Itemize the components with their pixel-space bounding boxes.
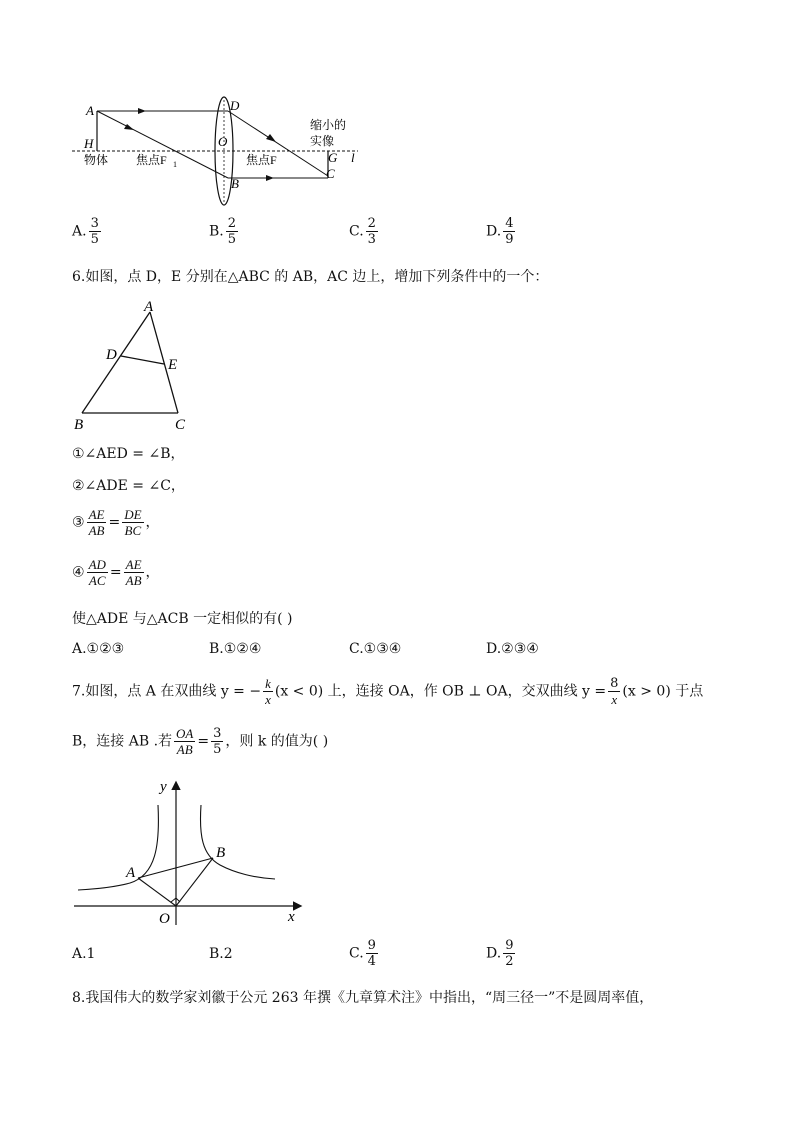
q6-condition-4: ④ $\frac{AD}{AC}$ = $\frac{AE}{AB}$ ， [72,557,160,588]
label-d: D [230,98,240,113]
label-b: B [231,176,239,191]
q5-option-a[interactable] [72,216,103,247]
denominator: 5 [227,232,237,247]
q7-option-a[interactable]: A.1 [72,946,96,962]
cond4-frac-left [87,557,108,588]
ray-ab [97,111,228,178]
q6-stem: 6.如图，点 D，E 分别在△ABC 的 AB，AC 边上，增加下列条件中的一个： [72,269,549,285]
q7-option-c-label: C. [349,945,364,962]
denominator: 3 [367,232,376,247]
numerator: AE [125,557,142,572]
numerator: 3 [213,726,222,741]
ray-dc-arrow [266,134,276,142]
q7-frac-k [263,676,273,707]
q5-option-c-frac [366,216,378,247]
numerator: 8 [610,676,619,691]
numerator: 2 [227,216,237,231]
q6-question: 使△ADE 与△ACB 一定相似的有( ) [72,611,293,627]
denominator: 5 [90,232,99,247]
denominator: AB [176,742,193,757]
label-b: B [74,417,84,433]
denominator: 2 [505,954,514,969]
cond3-frac-left [87,507,107,538]
numerator: 4 [505,216,514,231]
q5-option-b[interactable] [209,216,240,247]
numerator: 2 [367,216,376,231]
q7-frac-8 [608,676,620,707]
cond4-frac-right [124,557,144,588]
numerator: 3 [90,216,99,231]
label-c: C [175,417,186,433]
denominator: 9 [505,232,514,247]
segment-de [121,356,164,364]
label-l: l [351,150,355,165]
q7-option-b[interactable]: B.2 [209,946,233,962]
q7-frac-oa-ab [174,726,195,757]
q5-option-a-frac [89,216,101,247]
label-h: H [84,136,94,151]
q7-stem-line1 [72,676,703,707]
label-y: y [160,779,167,795]
q6-option-b[interactable]: B.①②④ [209,641,262,657]
q6-condition-1: ①∠AED = ∠B， [72,446,185,462]
q5-option-b-frac [226,216,238,247]
q7-option-c-frac [366,938,378,969]
label-g: G [328,150,338,165]
label-o: O [159,911,170,927]
numerator: AD [88,557,106,572]
numerator: 9 [505,938,514,953]
label-d: D [106,347,117,363]
q7-text-e: ，则 k 的值为( ) [225,733,329,750]
ray-ab-arrow [124,124,134,130]
q7-option-d-label: D. [486,945,502,962]
denominator: BC [124,523,142,538]
q5-option-a-label: A. [72,223,87,240]
label-o: O [218,134,228,149]
label-image-1: 缩小的 [310,118,347,132]
cond3-frac-right [122,507,143,538]
denominator: AB [125,573,142,588]
label-focus1-sub: 1 [173,160,177,169]
hyperbola-left-branch [78,805,158,890]
denominator: AC [88,573,106,588]
numerator: k [265,676,271,691]
label-a: A [144,299,154,315]
q6-condition-3: ③ $\frac{AE}{AB}$ = $\frac{DE}{BC}$ ， [72,507,160,538]
ray-bc-arrow [266,175,274,181]
cond3-prefix: ③ [72,514,85,531]
hyperbola-right-branch [200,805,275,879]
ray-ad-arrow [138,108,146,114]
q7-frac-ratio [211,726,223,757]
q6-option-c[interactable]: C.①③④ [349,641,402,657]
q7-stem-line2 [72,726,328,757]
q5-option-b-label: B. [209,223,224,240]
numerator: DE [124,507,142,522]
q7-text-a: 7.如图，点 A 在双曲线 y = − [72,683,262,700]
q5-option-d-label: D. [486,223,502,240]
triangle-figure [70,295,200,435]
q8-stem: 8.我国伟大的数学家刘徽于公元 263 年撰《九章算术注》中指出，“周三径一”不是圆周率值， [72,990,654,1006]
segment-ob [176,858,213,906]
q5-option-c-label: C. [349,223,364,240]
label-a: A [86,103,94,118]
cond4-suffix: ， [145,564,160,581]
label-b: B [216,845,226,861]
denominator: x [265,692,271,707]
label-image-2: 实像 [310,134,335,148]
denominator: 4 [367,954,376,969]
cond4-prefix: ④ [72,564,85,581]
q7-equals: = [197,733,210,750]
label-c: C [326,166,335,181]
label-x: x [288,909,295,925]
q5-option-d-frac [503,216,515,247]
numerator: AE [88,507,105,522]
label-a: A [126,865,136,881]
q5-option-c[interactable] [349,216,380,247]
label-focus2: 焦点F [246,153,277,167]
label-object: 物体 [84,153,109,167]
lens-figure [70,92,370,208]
q6-option-d[interactable]: D.②③④ [486,641,539,657]
q5-option-d[interactable] [486,216,517,247]
denominator: AB [88,523,105,538]
q7-option-d-frac [503,938,515,969]
q7-option-c[interactable] [349,938,380,969]
q7-text-b: (x < 0) 上，连接 OA，作 OB ⊥ OA，交双曲线 y = [274,683,607,700]
segment-oa [138,878,176,906]
denominator: 5 [213,742,222,757]
cond3-suffix: ， [145,514,160,531]
numerator: 9 [367,938,376,953]
denominator: x [611,692,618,707]
q7-option-d[interactable] [486,938,517,969]
hyperbola-figure [70,775,310,930]
q6-condition-2: ②∠ADE = ∠C， [72,478,185,494]
q7-text-d: B，连接 AB .若 [72,733,173,750]
label-focus1: 焦点F [136,153,167,167]
q7-text-c: (x > 0) 于点 [622,683,704,700]
label-e: E [168,357,178,373]
numerator: OA [176,726,194,741]
q6-option-a[interactable]: A.①②③ [72,641,125,657]
